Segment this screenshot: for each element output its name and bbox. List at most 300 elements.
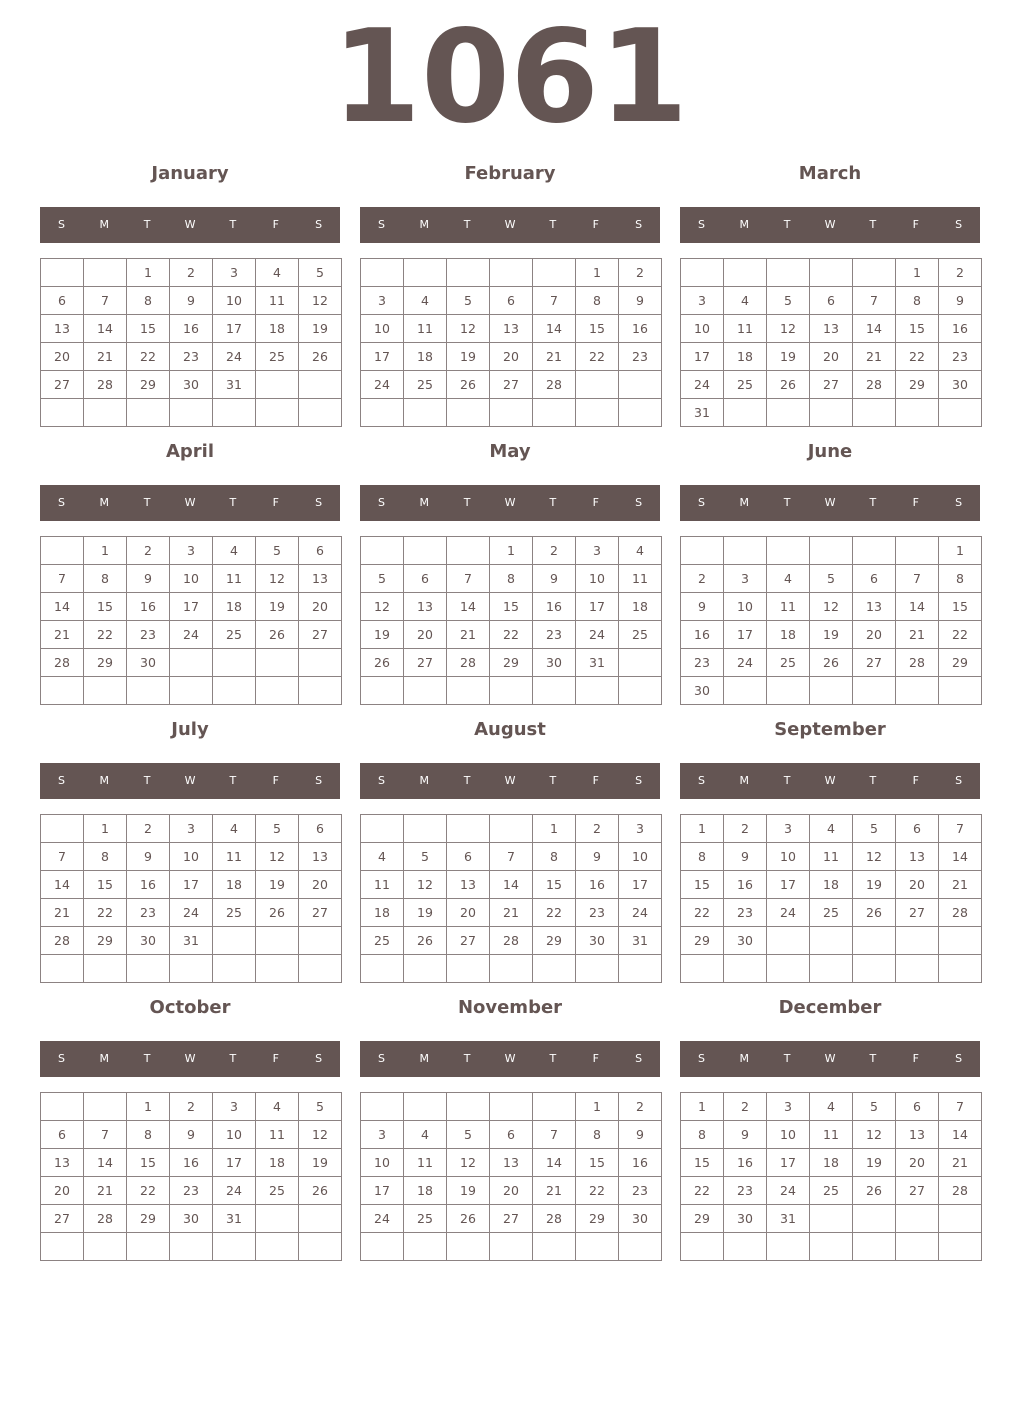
day-cell: 19: [299, 315, 342, 343]
day-cell: [896, 399, 939, 427]
day-cell: 31: [681, 399, 724, 427]
day-cell: 28: [853, 371, 896, 399]
day-cell: [533, 399, 576, 427]
day-cell: 6: [853, 565, 896, 593]
day-cell: 2: [681, 565, 724, 593]
day-cell: 23: [170, 343, 213, 371]
day-cell: 18: [619, 593, 662, 621]
weekday-header: [680, 1041, 980, 1077]
day-cell: 16: [724, 1149, 767, 1177]
weekday-header: [680, 485, 980, 521]
day-cell: [299, 1205, 342, 1233]
weekday-header: [360, 485, 660, 521]
week-row: [681, 259, 982, 287]
weekday-label: M: [739, 774, 750, 787]
day-cell: [170, 1233, 213, 1261]
day-cell: 24: [681, 371, 724, 399]
day-cell: 22: [490, 621, 533, 649]
day-cell: 5: [853, 1093, 896, 1121]
week-row: [41, 1233, 342, 1261]
week-row: [681, 399, 982, 427]
day-cell: 4: [213, 537, 256, 565]
day-cell: 20: [299, 593, 342, 621]
day-cell: 18: [213, 593, 256, 621]
week-row: [681, 1177, 982, 1205]
day-cell: 2: [127, 815, 170, 843]
day-cell: 27: [896, 1177, 939, 1205]
weekday-label: M: [739, 218, 750, 231]
day-cell: [724, 537, 767, 565]
day-cell: 26: [256, 899, 299, 927]
month-title: November: [457, 997, 563, 1018]
day-cell: 11: [619, 565, 662, 593]
day-cell: 6: [447, 843, 490, 871]
week-row: [681, 593, 982, 621]
day-cell: [939, 677, 982, 705]
day-cell: 26: [853, 899, 896, 927]
day-cell: [853, 537, 896, 565]
day-cell: 5: [767, 287, 810, 315]
day-cell: [256, 649, 299, 677]
day-cell: 6: [490, 1121, 533, 1149]
day-cell: 1: [576, 259, 619, 287]
weekday-label: F: [272, 496, 279, 509]
day-cell: 19: [810, 621, 853, 649]
day-cell: [896, 1233, 939, 1261]
day-cell: 23: [939, 343, 982, 371]
weekday-label: S: [955, 774, 963, 787]
day-cell: 27: [299, 899, 342, 927]
day-cell: 24: [767, 1177, 810, 1205]
day-cell: 9: [127, 843, 170, 871]
day-cell: [939, 955, 982, 983]
day-cell: [256, 371, 299, 399]
day-cell: 21: [41, 899, 84, 927]
day-cell: 20: [447, 899, 490, 927]
day-cell: 6: [490, 287, 533, 315]
day-cell: 1: [939, 537, 982, 565]
day-cell: 21: [490, 899, 533, 927]
day-cell: 21: [896, 621, 939, 649]
day-cell: 26: [256, 621, 299, 649]
weekday-label: M: [99, 1052, 110, 1065]
day-cell: 12: [853, 843, 896, 871]
day-cell: 17: [681, 343, 724, 371]
weekday-label: F: [592, 218, 599, 231]
day-cell: 25: [404, 371, 447, 399]
day-cell: [447, 537, 490, 565]
day-cell: [767, 677, 810, 705]
week-row: [681, 621, 982, 649]
week-row: [681, 371, 982, 399]
day-cell: 23: [170, 1177, 213, 1205]
day-cell: [361, 399, 404, 427]
day-cell: 25: [724, 371, 767, 399]
day-cell: 23: [533, 621, 576, 649]
day-cell: 19: [256, 593, 299, 621]
weekday-label: F: [592, 1052, 599, 1065]
day-cell: 28: [84, 1205, 127, 1233]
day-cell: 22: [681, 899, 724, 927]
day-cell: 21: [939, 1149, 982, 1177]
day-cell: [490, 399, 533, 427]
day-cell: 10: [170, 843, 213, 871]
weekday-label: S: [697, 218, 705, 231]
day-cell: 13: [896, 843, 939, 871]
day-cell: [404, 259, 447, 287]
day-grid: [680, 258, 982, 427]
day-cell: 22: [127, 1177, 170, 1205]
weekday-label: F: [592, 774, 599, 787]
week-row: [41, 371, 342, 399]
day-cell: 22: [896, 343, 939, 371]
day-cell: 10: [576, 565, 619, 593]
week-row: [41, 287, 342, 315]
weekday-label: T: [143, 496, 151, 509]
day-cell: 28: [41, 927, 84, 955]
week-row: [41, 621, 342, 649]
day-cell: [767, 537, 810, 565]
day-cell: 5: [447, 287, 490, 315]
day-cell: 4: [810, 1093, 853, 1121]
day-cell: 2: [619, 259, 662, 287]
day-cell: 10: [361, 1149, 404, 1177]
day-cell: [767, 259, 810, 287]
day-cell: 19: [447, 343, 490, 371]
day-cell: 5: [810, 565, 853, 593]
day-grid: [680, 814, 982, 983]
day-cell: [41, 677, 84, 705]
weekday-label: S: [57, 1052, 65, 1065]
weekday-label: S: [57, 496, 65, 509]
week-row: [41, 1177, 342, 1205]
week-row: [361, 1205, 662, 1233]
day-cell: 15: [896, 315, 939, 343]
day-cell: [853, 955, 896, 983]
day-cell: 21: [84, 1177, 127, 1205]
weekday-label: T: [869, 496, 877, 509]
day-cell: 10: [213, 287, 256, 315]
day-cell: [681, 1233, 724, 1261]
week-row: [361, 343, 662, 371]
day-cell: 3: [213, 1093, 256, 1121]
day-cell: 11: [404, 1149, 447, 1177]
day-cell: [576, 399, 619, 427]
day-cell: 7: [853, 287, 896, 315]
day-cell: 3: [213, 259, 256, 287]
day-cell: 2: [724, 815, 767, 843]
day-cell: 28: [84, 371, 127, 399]
day-cell: 28: [896, 649, 939, 677]
weekday-label: S: [315, 774, 323, 787]
day-cell: 19: [853, 1149, 896, 1177]
day-grid: [360, 814, 662, 983]
weekday-header: [680, 763, 980, 799]
day-cell: 6: [299, 537, 342, 565]
day-cell: 25: [810, 899, 853, 927]
month-title: December: [778, 997, 882, 1018]
day-cell: 3: [170, 537, 213, 565]
day-cell: 13: [299, 843, 342, 871]
weekday-label: W: [184, 218, 196, 231]
day-cell: 19: [256, 871, 299, 899]
month-title: February: [464, 163, 556, 184]
day-cell: 5: [853, 815, 896, 843]
day-cell: [213, 399, 256, 427]
day-cell: [681, 955, 724, 983]
day-cell: 26: [767, 371, 810, 399]
day-cell: 11: [256, 1121, 299, 1149]
day-cell: 27: [447, 927, 490, 955]
day-cell: [41, 399, 84, 427]
month-title: March: [798, 163, 862, 184]
day-cell: [256, 927, 299, 955]
day-cell: 8: [576, 1121, 619, 1149]
day-cell: 24: [724, 649, 767, 677]
day-cell: 4: [767, 565, 810, 593]
day-grid: [680, 536, 982, 705]
day-cell: [619, 649, 662, 677]
day-cell: 20: [490, 343, 533, 371]
day-cell: 13: [41, 1149, 84, 1177]
weekday-header: [680, 207, 980, 243]
week-row: [361, 399, 662, 427]
day-cell: 16: [127, 871, 170, 899]
day-cell: [533, 955, 576, 983]
weekday-label: T: [549, 218, 557, 231]
day-cell: 4: [361, 843, 404, 871]
week-row: [361, 371, 662, 399]
day-cell: 20: [404, 621, 447, 649]
day-cell: 9: [681, 593, 724, 621]
day-cell: [404, 955, 447, 983]
day-cell: 3: [361, 287, 404, 315]
day-cell: 28: [939, 899, 982, 927]
day-cell: 16: [576, 871, 619, 899]
day-cell: [447, 955, 490, 983]
day-cell: 22: [127, 343, 170, 371]
day-cell: [213, 955, 256, 983]
day-cell: 13: [853, 593, 896, 621]
day-cell: 14: [84, 315, 127, 343]
week-row: [41, 927, 342, 955]
weekday-label: T: [229, 1052, 237, 1065]
day-cell: [404, 1093, 447, 1121]
week-row: [41, 1205, 342, 1233]
day-cell: 27: [41, 371, 84, 399]
week-row: [681, 1233, 982, 1261]
weekday-label: M: [739, 496, 750, 509]
day-cell: 15: [84, 871, 127, 899]
day-cell: 12: [299, 287, 342, 315]
day-cell: 30: [619, 1205, 662, 1233]
day-cell: 12: [256, 565, 299, 593]
day-cell: 22: [533, 899, 576, 927]
day-cell: 2: [127, 537, 170, 565]
week-row: [681, 815, 982, 843]
day-cell: 23: [127, 621, 170, 649]
day-cell: [724, 399, 767, 427]
day-cell: 9: [619, 1121, 662, 1149]
day-cell: [41, 815, 84, 843]
day-cell: 26: [853, 1177, 896, 1205]
day-cell: [361, 815, 404, 843]
weekday-label: M: [419, 774, 430, 787]
weekday-label: S: [377, 218, 385, 231]
day-cell: 31: [213, 371, 256, 399]
day-cell: 18: [404, 1177, 447, 1205]
day-cell: 22: [84, 621, 127, 649]
day-cell: 11: [256, 287, 299, 315]
day-cell: 8: [84, 565, 127, 593]
day-cell: 25: [619, 621, 662, 649]
day-cell: 25: [213, 621, 256, 649]
day-cell: 1: [84, 537, 127, 565]
day-cell: 4: [810, 815, 853, 843]
weekday-label: T: [463, 774, 471, 787]
month-title: July: [171, 719, 209, 740]
day-cell: 27: [896, 899, 939, 927]
day-cell: [939, 1233, 982, 1261]
week-row: [361, 621, 662, 649]
day-cell: 23: [619, 343, 662, 371]
week-row: [681, 899, 982, 927]
day-cell: 5: [404, 843, 447, 871]
day-cell: 31: [619, 927, 662, 955]
day-cell: [767, 399, 810, 427]
day-cell: [299, 399, 342, 427]
day-cell: 30: [127, 927, 170, 955]
week-row: [361, 927, 662, 955]
weekday-label: W: [824, 774, 836, 787]
day-cell: 16: [170, 1149, 213, 1177]
day-cell: [447, 815, 490, 843]
week-row: [41, 677, 342, 705]
week-row: [41, 955, 342, 983]
day-cell: [447, 1093, 490, 1121]
day-cell: 4: [404, 287, 447, 315]
day-cell: 5: [447, 1121, 490, 1149]
day-cell: 15: [576, 315, 619, 343]
day-cell: 1: [681, 1093, 724, 1121]
day-cell: 11: [810, 1121, 853, 1149]
weekday-label: S: [697, 1052, 705, 1065]
day-cell: 9: [533, 565, 576, 593]
day-cell: 24: [619, 899, 662, 927]
day-cell: 17: [619, 871, 662, 899]
weekday-header: [360, 1041, 660, 1077]
week-row: [41, 593, 342, 621]
day-cell: 23: [619, 1177, 662, 1205]
day-cell: 16: [127, 593, 170, 621]
day-cell: 4: [619, 537, 662, 565]
day-cell: [619, 955, 662, 983]
weekday-header: [40, 485, 340, 521]
day-cell: 7: [939, 815, 982, 843]
weekday-label: S: [57, 218, 65, 231]
week-row: [681, 537, 982, 565]
day-cell: 1: [533, 815, 576, 843]
day-cell: 4: [724, 287, 767, 315]
day-cell: 31: [576, 649, 619, 677]
week-row: [41, 899, 342, 927]
day-cell: [361, 1093, 404, 1121]
day-cell: 4: [256, 259, 299, 287]
day-cell: 4: [404, 1121, 447, 1149]
day-cell: [810, 1233, 853, 1261]
day-cell: 17: [213, 315, 256, 343]
day-cell: 23: [127, 899, 170, 927]
day-cell: 2: [724, 1093, 767, 1121]
day-cell: 24: [576, 621, 619, 649]
day-cell: [853, 1205, 896, 1233]
day-cell: [361, 537, 404, 565]
day-cell: [41, 1093, 84, 1121]
day-cell: 11: [213, 843, 256, 871]
week-row: [361, 565, 662, 593]
month-title: August: [474, 719, 546, 740]
weekday-label: T: [143, 1052, 151, 1065]
day-cell: 14: [896, 593, 939, 621]
month-title: April: [165, 441, 215, 462]
day-cell: [810, 1205, 853, 1233]
month-title: January: [151, 163, 229, 184]
weekday-label: S: [377, 496, 385, 509]
day-cell: 28: [41, 649, 84, 677]
day-cell: 7: [490, 843, 533, 871]
day-cell: [724, 1233, 767, 1261]
day-cell: 15: [681, 871, 724, 899]
day-cell: 12: [853, 1121, 896, 1149]
day-cell: 25: [213, 899, 256, 927]
day-cell: 15: [681, 1149, 724, 1177]
day-cell: 14: [853, 315, 896, 343]
day-cell: 27: [41, 1205, 84, 1233]
weekday-label: M: [419, 1052, 430, 1065]
day-cell: 30: [724, 1205, 767, 1233]
day-cell: 20: [41, 1177, 84, 1205]
day-cell: 24: [361, 1205, 404, 1233]
weekday-label: T: [869, 774, 877, 787]
week-row: [361, 677, 662, 705]
day-cell: [299, 677, 342, 705]
day-cell: 22: [939, 621, 982, 649]
day-cell: 26: [299, 343, 342, 371]
day-cell: 27: [299, 621, 342, 649]
week-row: [361, 1149, 662, 1177]
week-row: [41, 1121, 342, 1149]
day-cell: [84, 1093, 127, 1121]
day-cell: 14: [84, 1149, 127, 1177]
day-cell: 23: [681, 649, 724, 677]
day-cell: [533, 1093, 576, 1121]
weekday-label: W: [184, 774, 196, 787]
day-cell: 30: [170, 371, 213, 399]
day-cell: 15: [127, 1149, 170, 1177]
day-cell: 21: [533, 343, 576, 371]
day-cell: [853, 399, 896, 427]
day-cell: [576, 955, 619, 983]
day-cell: [490, 1233, 533, 1261]
day-cell: 2: [576, 815, 619, 843]
day-cell: 2: [170, 1093, 213, 1121]
day-cell: 2: [619, 1093, 662, 1121]
day-cell: [490, 259, 533, 287]
week-row: [41, 843, 342, 871]
day-cell: [896, 927, 939, 955]
weekday-label: T: [463, 1052, 471, 1065]
weekday-label: F: [272, 1052, 279, 1065]
